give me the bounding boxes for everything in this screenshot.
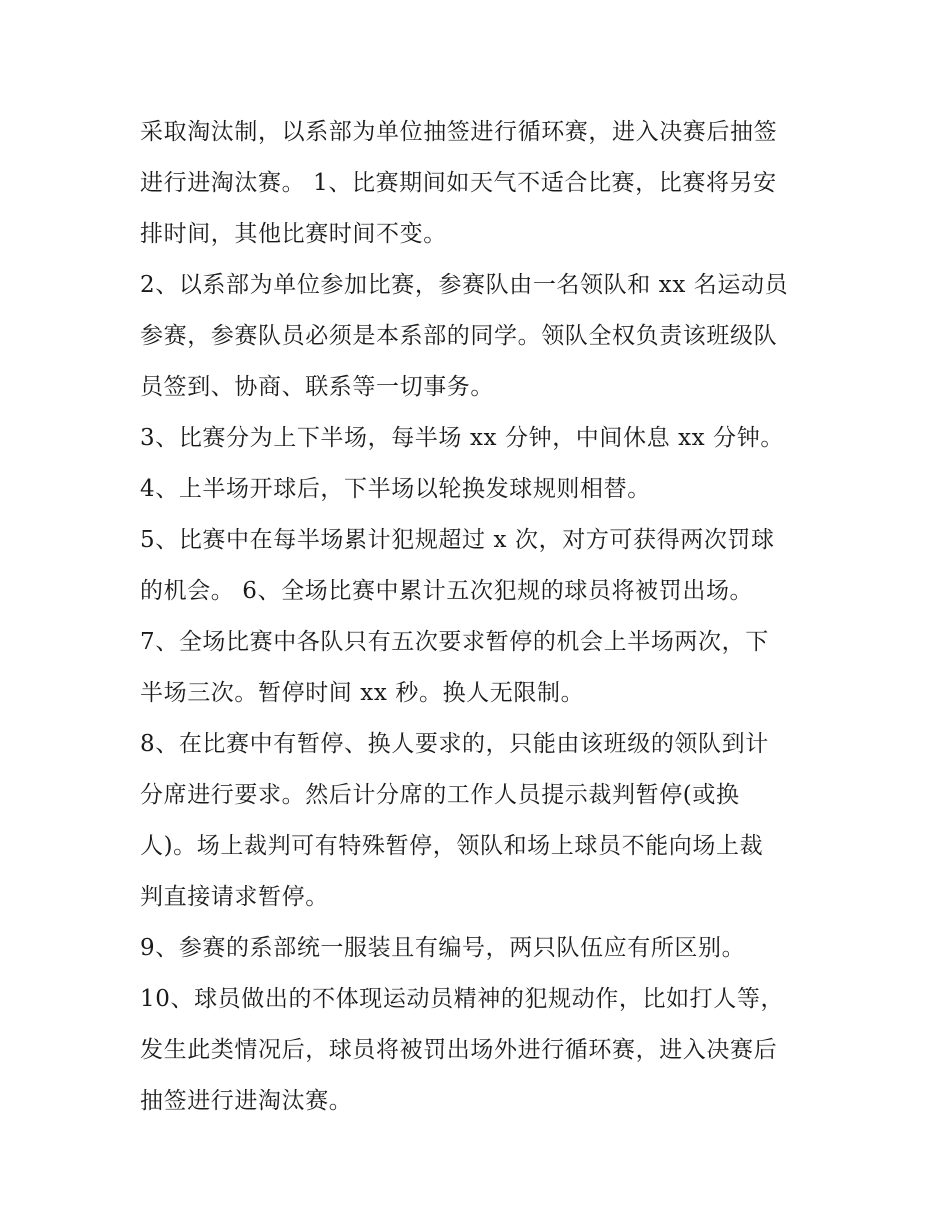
- text-line: 发生此类情况后，球员将被罚出场外进行循环赛，进入决赛后: [140, 1037, 778, 1063]
- text-line: 判直接请求暂停。: [140, 884, 329, 910]
- text-line: 5、比赛中在每半场累计犯规超过 x 次，对方可获得两次罚球: [140, 527, 775, 553]
- text-line: 参赛，参赛队员必须是本系部的同学。领队全权负责该班级队: [140, 323, 778, 349]
- text-line: 8、在比赛中有暂停、换人要求的，只能由该班级的领队到计: [140, 731, 769, 757]
- text-line: 员签到、协商、联系等一切事务。: [140, 374, 494, 400]
- text-line: 10、球员做出的不体现运动员精神的犯规动作，比如打人等，: [140, 986, 785, 1012]
- text-line: 采取淘汰制，以系部为单位抽签进行循环赛，进入决赛后抽签: [140, 119, 778, 145]
- text-line: 的机会。 6、全场比赛中累计五次犯规的球员将被罚出场。: [140, 578, 754, 604]
- text-line: 2、以系部为单位参加比赛，参赛队由一名领队和 xx 名运动员: [140, 272, 789, 298]
- text-line: 排时间，其他比赛时间不变。: [140, 221, 447, 247]
- text-line: 7、全场比赛中各队只有五次要求暂停的机会上半场两次，下: [140, 629, 769, 655]
- text-line: 人)。场上裁判可有特殊暂停，领队和场上球员不能向场上裁: [140, 833, 764, 859]
- text-line: 4、上半场开球后，下半场以轮换发球规则相替。: [140, 476, 651, 502]
- document-body: [140, 107, 820, 1127]
- text-line: 进行进淘汰赛。 1、比赛期间如天气不适合比赛，比赛将另安: [140, 170, 777, 196]
- text-line: 半场三次。暂停时间 xx 秒。换人无限制。: [140, 680, 585, 706]
- text-line: 3、比赛分为上下半场，每半场 xx 分钟，中间休息 xx 分钟。: [140, 425, 784, 451]
- text-line: 分席进行要求。然后计分席的工作人员提示裁判暂停(或换: [140, 782, 740, 808]
- text-line: 抽签进行进淘汰赛。: [140, 1088, 353, 1114]
- text-line: 9、参赛的系部统一服装且有编号，两只队伍应有所区别。: [140, 935, 746, 961]
